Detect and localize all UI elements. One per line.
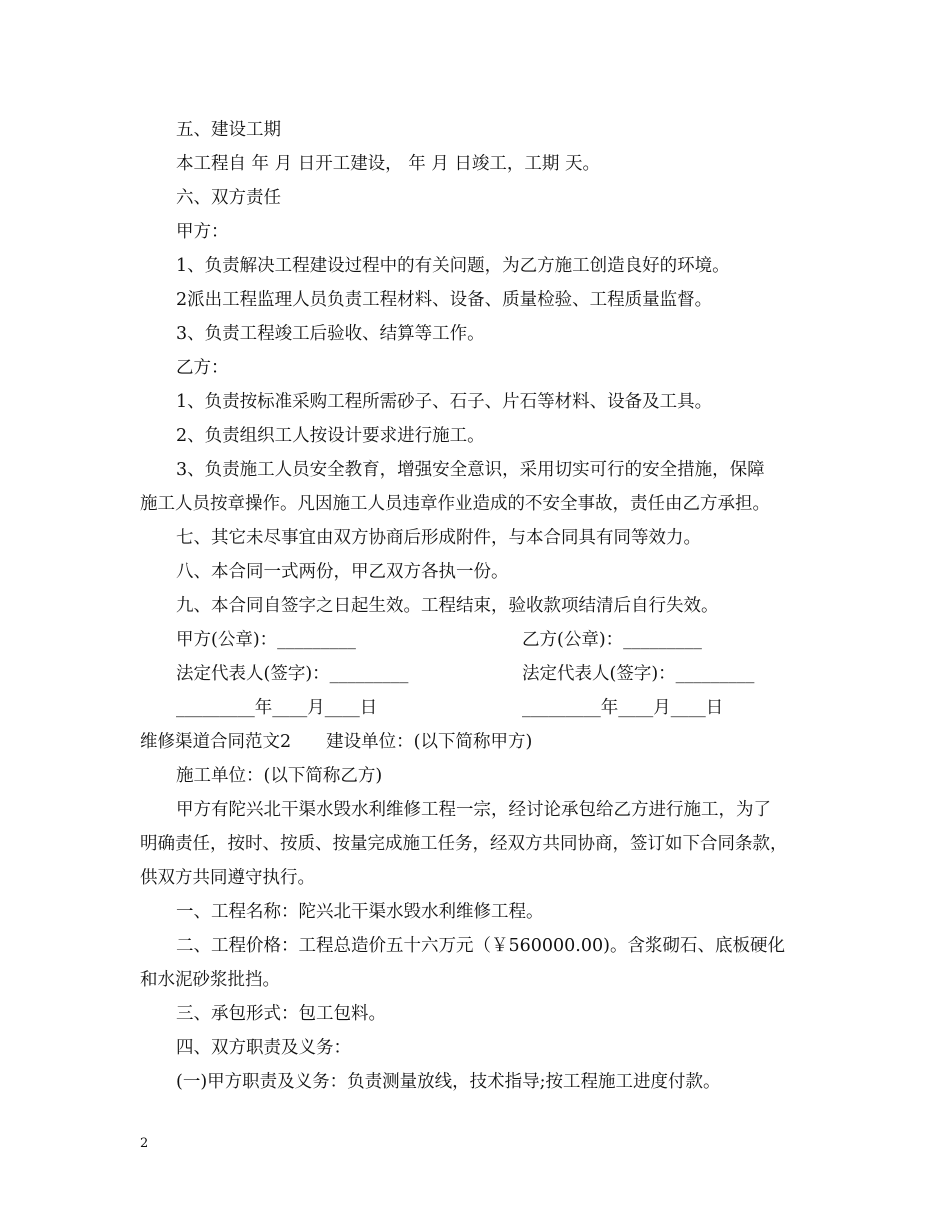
paragraph: 3、负责工程竣工后验收、结算等工作。	[176, 324, 485, 344]
paragraph: 八、本合同一式两份，甲乙双方各执一份。	[176, 562, 509, 582]
paragraph: 2、负责组织工人按设计要求进行施工。	[176, 426, 485, 446]
paragraph: 施工人员按章操作。凡因施工人员违章作业造成的不安全事故，责任由乙方承担。	[140, 494, 770, 514]
paragraph: 九、本合同自签字之日起生效。工程结束，验收款项结清后自行失效。	[176, 596, 719, 616]
paragraph: 三、承包形式：包工包料。	[176, 1004, 386, 1024]
party-b-seal-field: 乙方(公章)：_________	[522, 630, 702, 650]
page-number: 2	[140, 1136, 149, 1151]
paragraph: 一、工程名称：陀兴北干渠水毁水利维修工程。	[176, 902, 544, 922]
party-a-representative-field: 法定代表人(签字)：_________	[176, 664, 409, 684]
section-heading: 六、双方责任	[176, 188, 281, 208]
paragraph: 和水泥砂浆批挡。	[140, 970, 280, 990]
paragraph: 3、负责施工人员安全教育，增强安全意识，采用切实可行的安全措施，保障	[176, 460, 765, 480]
paragraph: 2派出工程监理人员负责工程材料、设备、质量检验、工程质量监督。	[176, 290, 713, 310]
party-b-representative-field: 法定代表人(签字)：_________	[522, 664, 755, 684]
paragraph: 甲方有陀兴北干渠水毁水利维修工程一宗，经讨论承包给乙方进行施工，为了	[176, 800, 771, 820]
section-heading: 五、建设工期	[176, 120, 281, 140]
paragraph: 明确责任，按时、按质、按量完成施工任务，经双方共同协商，签订如下合同条款，	[140, 834, 788, 854]
party-label: 甲方：	[176, 222, 229, 242]
paragraph: 二、工程价格：工程总造价五十六万元（￥560000.00)。含浆砌石、底板硬化	[176, 936, 785, 956]
paragraph: 1、负责按标准采购工程所需砂子、石子、片石等材料、设备及工具。	[176, 392, 713, 412]
party-a-date-field: _________年____月____日	[176, 698, 378, 718]
paragraph: 四、双方职责及义务：	[176, 1038, 351, 1058]
party-a-seal-field: 甲方(公章)：_________	[176, 630, 356, 650]
party-label: 乙方：	[176, 358, 229, 378]
paragraph: 1、负责解决工程建设过程中的有关问题，为乙方施工创造良好的环境。	[176, 256, 730, 276]
paragraph: 本工程自 年 月 日开工建设， 年 月 日竣工，工期 天。	[176, 154, 600, 174]
paragraph: 供双方共同遵守执行。	[140, 868, 315, 888]
paragraph: 七、其它未尽事宜由双方协商后形成附件，与本合同具有同等效力。	[176, 528, 701, 548]
paragraph: (一)甲方职责及义务：负责测量放线，技术指导;按工程施工进度付款。	[176, 1072, 721, 1092]
document-title: 维修渠道合同范文2 建设单位：(以下简称甲方)	[140, 732, 533, 752]
party-b-date-field: _________年____月____日	[522, 698, 724, 718]
paragraph: 施工单位：(以下简称乙方)	[176, 766, 383, 786]
